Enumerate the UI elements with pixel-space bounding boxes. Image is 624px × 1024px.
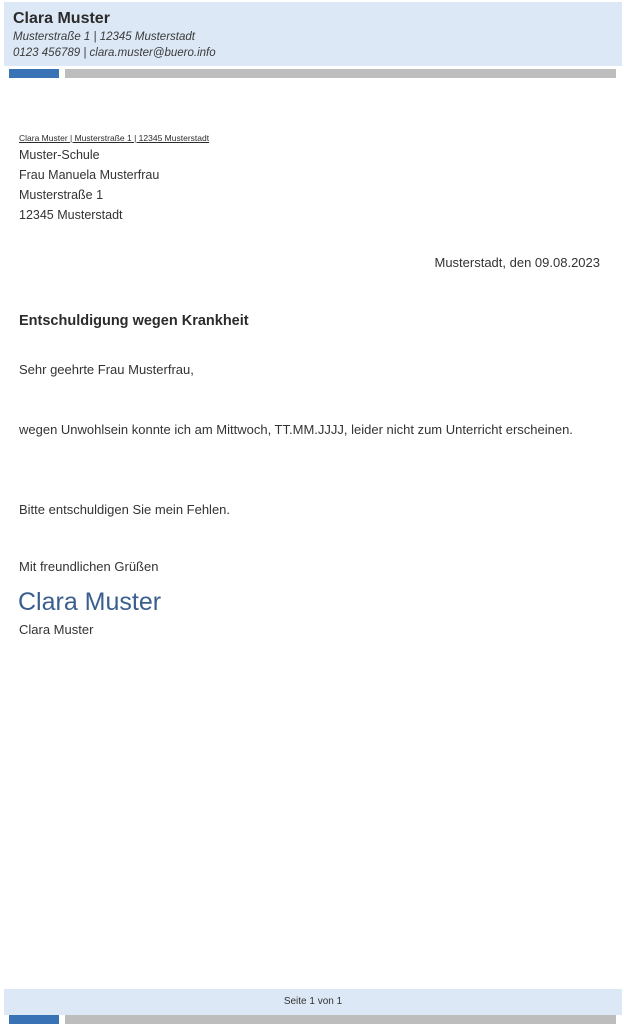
sender-address: Musterstraße 1 | 12345 Musterstadt [13,31,195,43]
salutation: Sehr geehrte Frau Musterfrau, [19,362,194,377]
printed-name: Clara Muster [19,622,94,637]
return-address: Clara Muster | Musterstraße 1 | 12345 Musterstadt [19,133,210,143]
footer-accent-bar-blue [9,1015,59,1024]
recipient-line: Muster-Schule [19,148,100,162]
recipient-line: 12345 Musterstadt [19,208,123,222]
footer-accent-bar-gray [65,1015,616,1024]
body-paragraph: wegen Unwohlsein konnte ich am Mittwoch, TT.MM.JJJJ, leider nicht zum Unterricht erscheinen. [19,422,573,437]
header-accent-bar-gray [65,69,616,78]
letter-date: Musterstadt, den 09.08.2023 [434,255,600,270]
handwritten-signature: Clara Muster [18,588,162,616]
recipient-address [19,147,159,227]
recipient-line: Musterstraße 1 [19,188,104,202]
recipient-line: Frau Manuela Musterfrau [19,168,160,182]
letter-header [4,2,622,66]
sender-name: Clara Muster [13,10,110,27]
sender-contact: 0123 456789 | clara.muster@buero.info [13,47,216,59]
page-number: Seite 1 von 1 [283,996,343,1007]
closing: Mit freundlichen Grüßen [19,559,159,574]
body-paragraph: Bitte entschuldigen Sie mein Fehlen. [19,502,231,517]
letter-subject: Entschuldigung wegen Krankheit [19,313,249,329]
header-accent-bar-blue [9,69,59,78]
letter-footer [4,989,622,1015]
